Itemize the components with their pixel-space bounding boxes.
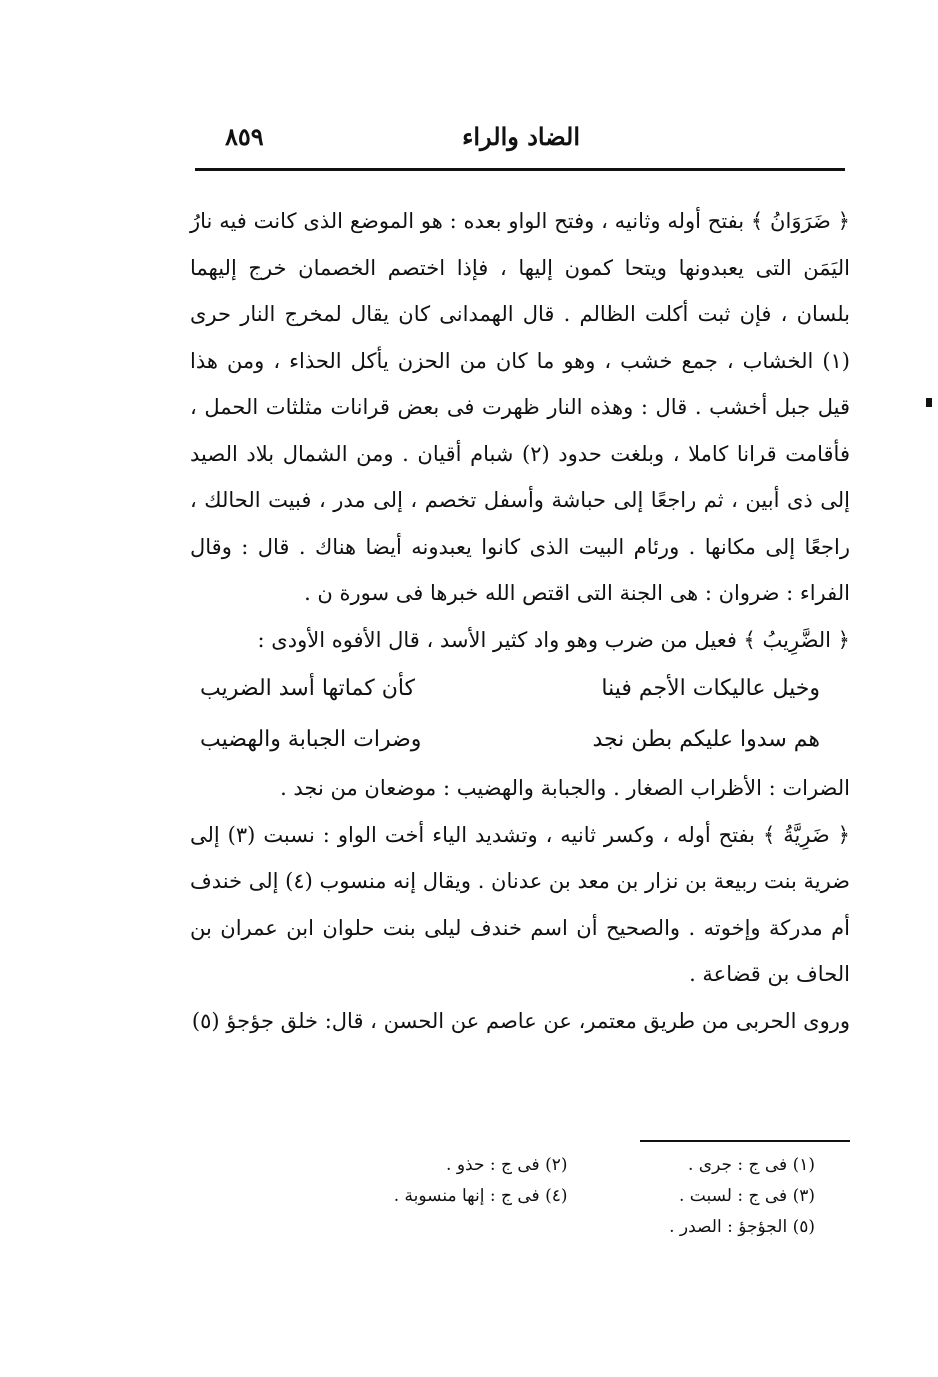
running-header [195, 118, 840, 158]
footnote-rule [640, 1140, 850, 1142]
entry-dharib: ﴿ الضَّرِيبُ ﴾ فعيل من ضرب وهو واد كثير الأسد ، قال الأفوه الأودى : [257, 627, 850, 652]
verse-second-hemistich: وضرات الجبابة والهضيب [200, 727, 422, 752]
body-text [190, 198, 850, 1044]
gloss-line: الضرات : الأظراب الصغار . والجبابة والهضيب : موضعان من نجد . [280, 776, 850, 800]
poem-verse [200, 714, 820, 765]
poem-verse [200, 663, 820, 714]
footnote-3: (٣) فى ج : لسبت . [678, 1186, 815, 1206]
page-number: ٨٥٩ [225, 122, 264, 151]
entry-dariyya: ﴿ ضَرِيَّةُ ﴾ بفتح أوله ، وكسر ثانيه ، وتشديد الياء أخت الواو : نسبت (٣) إلى ضرية بنت ربيعة بن نزار بن معد بن عدنان . ويقال إنه منسوب (٤) إلى خندف أم مدركة وإخوته . والصحيح أن اسم خندف ليلى بنت حلوان ابن عمران بن الحاف بن قضاعة . [189, 822, 850, 986]
verse-first-hemistich: هم سدوا عليكم بطن نجد [592, 727, 820, 752]
footnote-1: (١) فى ج : جرى . [687, 1155, 815, 1175]
entry-darawan: ﴿ ضَرَوَانُ ﴾ بفتح أوله وثانيه ، وفتح الواو بعده : هو الموضع الذى كانت فيه نارُ اليَمَن التى يعبدونها ويتحا كمون إليها ، فإذا اختصم الخصمان خرج إليهما بلسان ، فإن ثبت أكلت الظالم . قال الهمدانى كان يقال لمخرج النار حرى (١) الخشاب ، جمع خشب ، وهو ما كان من الحزن يأكل الحذاء ، ومن هذا قيل جبل أخشب . قال : وهذه النار ظهرت فى بعض قرانات مثلثات الحمل ، فأقامت قرانا كاملا ، وبلغت حدود (٢) شبام أقيان . ومن الشمال بلاد الصيد إلى ذى أبين ، ثم راجعًا إلى حباشة وأسفل تخصم ، إلى مدر ، فبيت الحالك ، راجعًا إلى مكانها . ورئام البيت الذى كانوا يعبدونه أيضا هناك . قال : وقال الفراء : ضروان : هى الجنة التى اقتص الله خبرها فى سورة ن . [190, 209, 850, 605]
margin-mark [926, 398, 932, 407]
footnote-row [320, 1212, 815, 1243]
footnote-4: (٤) فى ج : إنها منسوبة . [393, 1186, 568, 1206]
header-rule [195, 168, 845, 171]
footnotes [320, 1150, 815, 1243]
verse-second-hemistich: كأن كماتها أسد الضريب [200, 676, 416, 701]
verse-first-hemistich: وخيل عاليكات الأجم فينا [601, 676, 820, 701]
footnote-5: (٥) الجؤجؤ : الصدر . [669, 1217, 815, 1237]
footnote-2: (٢) فى ج : حذو . [446, 1155, 568, 1175]
running-title: الضاد والراء [462, 122, 580, 151]
poem [200, 663, 820, 765]
footnote-row [320, 1181, 815, 1212]
footnote-row [320, 1150, 815, 1181]
narration-line: وروى الحربى من طريق معتمر، عن عاصم عن الحسن ، قال: خلق جؤجؤ (٥) [191, 1008, 850, 1033]
